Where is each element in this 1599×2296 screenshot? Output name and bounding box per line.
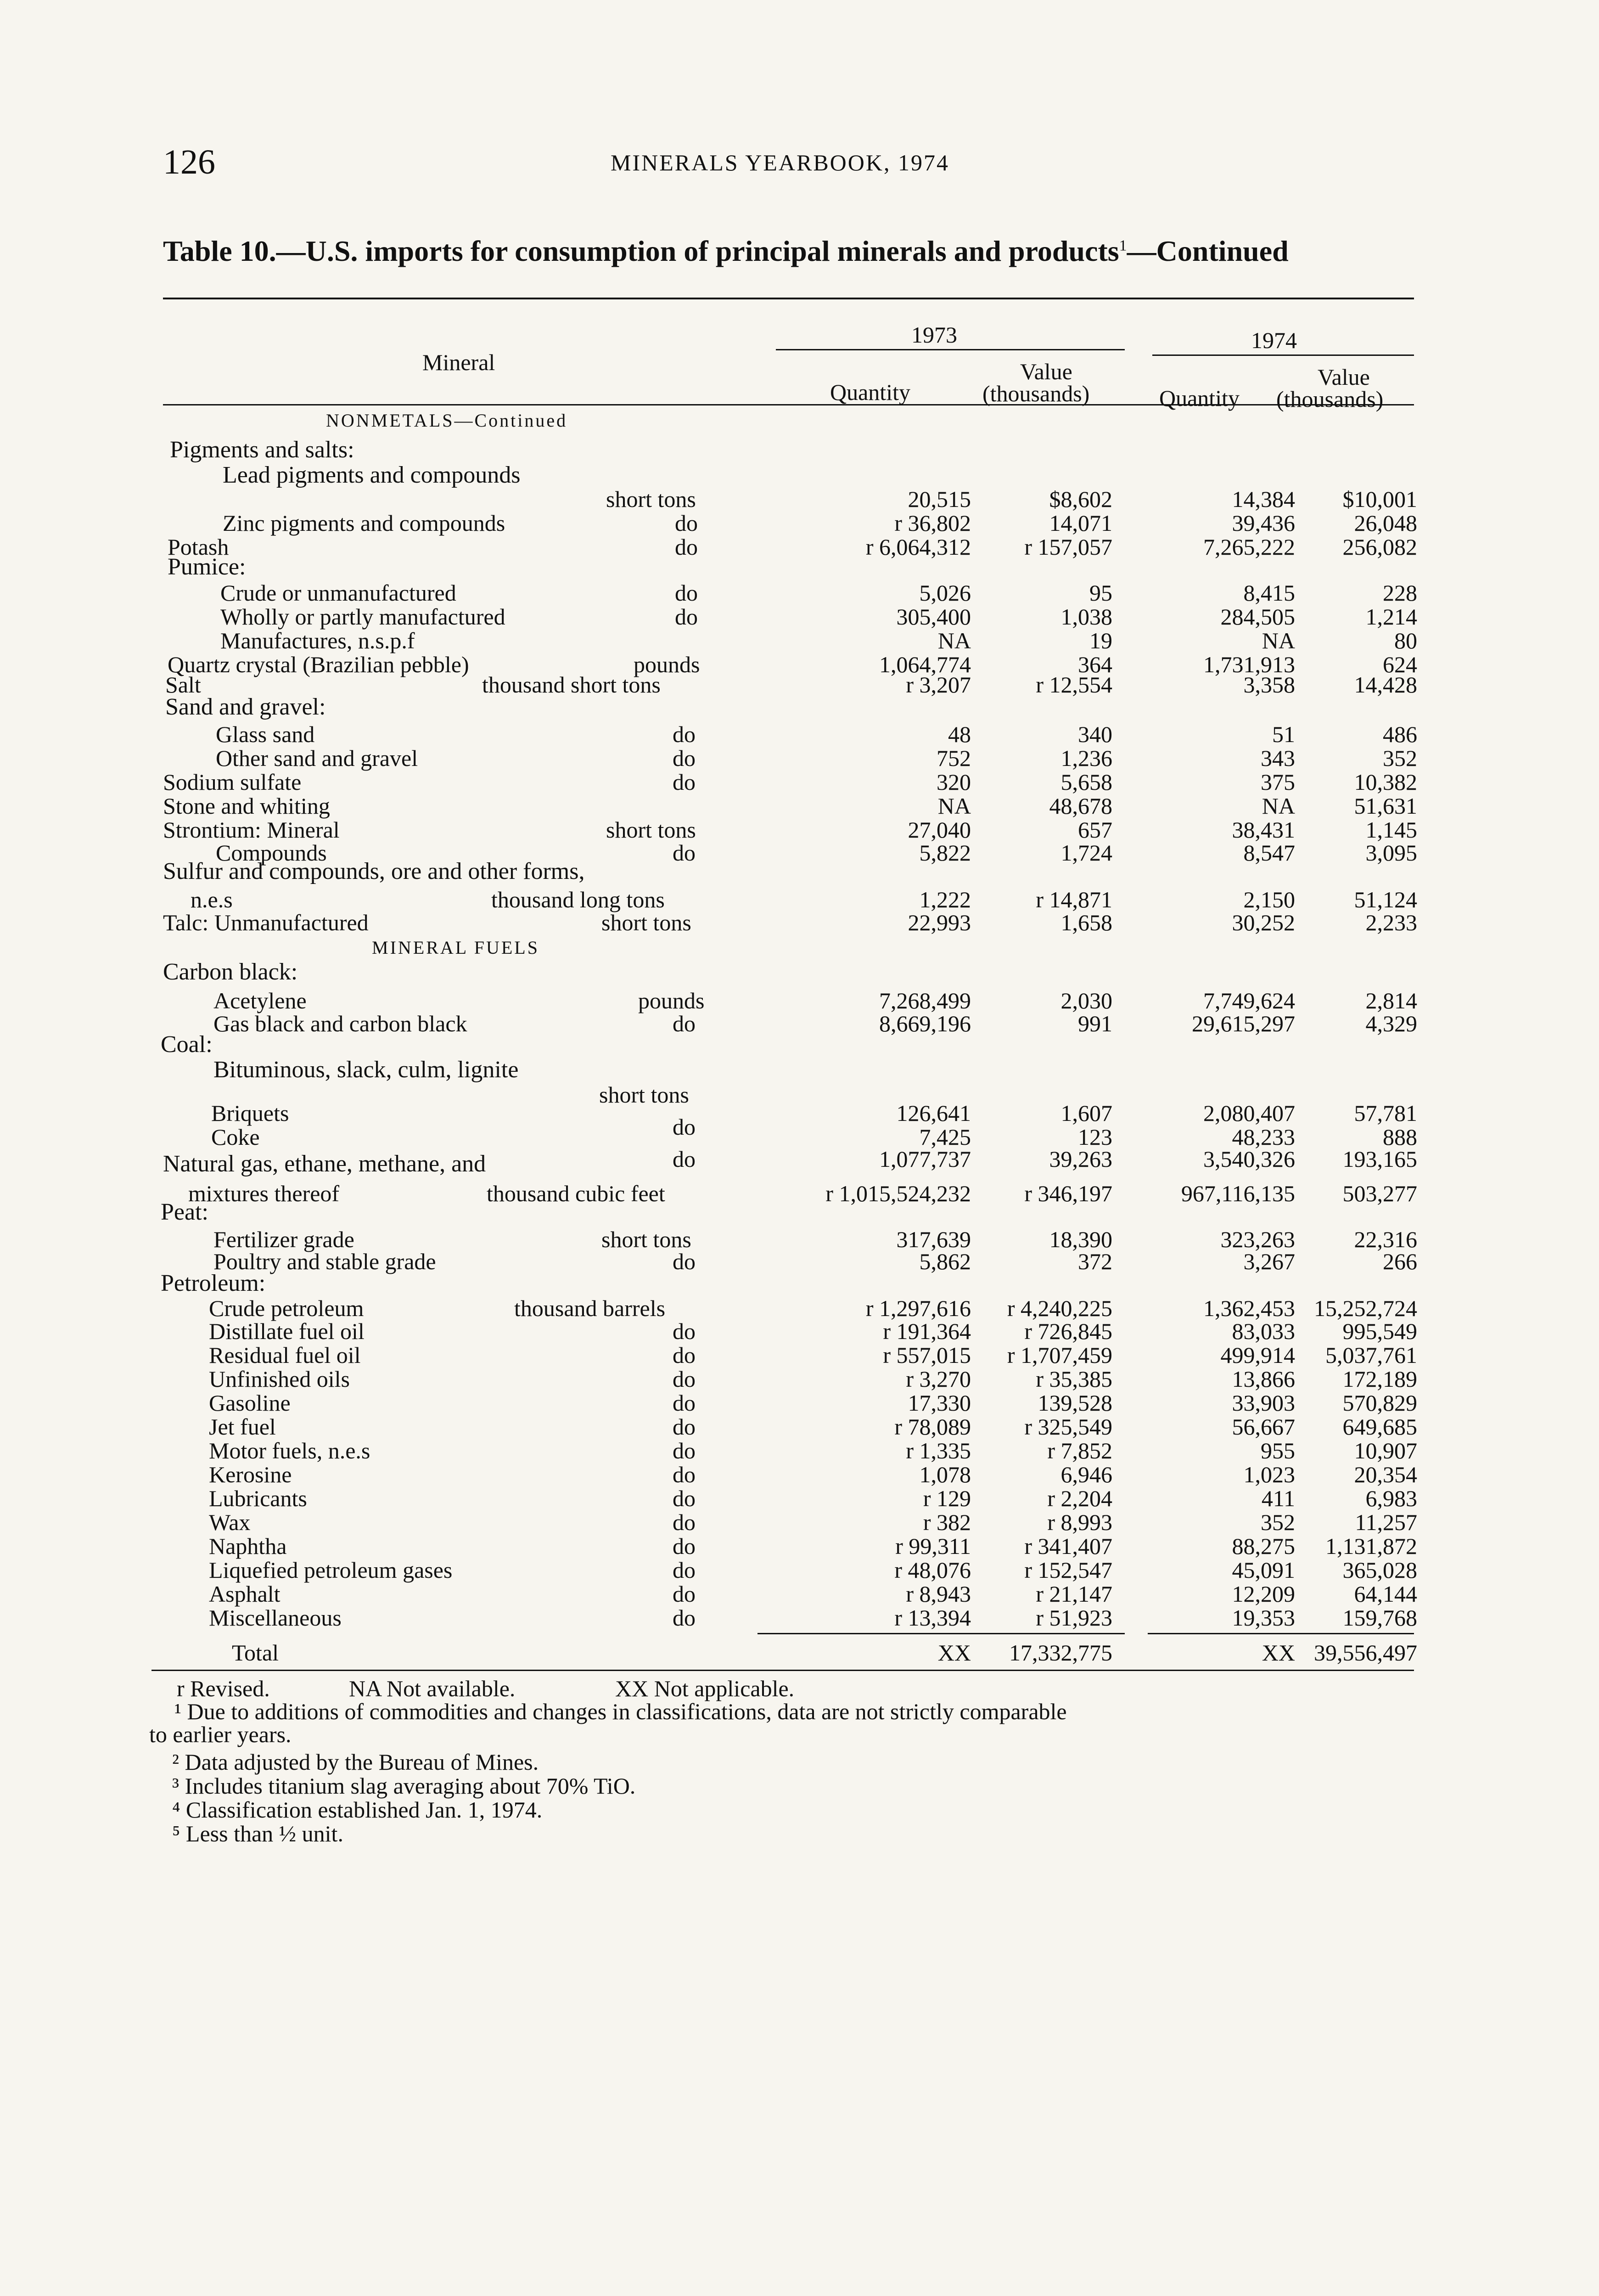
value-1973: r 8,993 xyxy=(1047,1509,1112,1535)
top-rule xyxy=(163,298,1414,299)
quantity-1973-header: Quantity xyxy=(830,379,910,405)
row-label: Compounds xyxy=(216,840,327,866)
value-1973: r 4,240,225 xyxy=(1007,1295,1112,1321)
footnote-3: ³ Includes titanium slag averaging about 70% TiO. xyxy=(172,1773,636,1799)
quantity-1974: 7,265,222 xyxy=(1203,534,1295,560)
row-unit: do xyxy=(675,580,698,606)
value-1974: 2,233 xyxy=(1365,910,1417,935)
quantity-1973: 8,669,196 xyxy=(879,1011,971,1036)
value-1974: 10,907 xyxy=(1354,1438,1417,1463)
value-1973: r 346,197 xyxy=(1024,1181,1112,1206)
row-label: Briquets xyxy=(211,1100,289,1126)
row-unit: short tons xyxy=(606,817,696,843)
quantity-1974: 2,150 xyxy=(1243,887,1295,912)
row-unit: thousand long tons xyxy=(491,887,665,912)
quantity-1974: 30,252 xyxy=(1232,910,1295,935)
quantity-1973: 1,077,737 xyxy=(879,1146,971,1172)
row-unit: do xyxy=(673,1533,696,1559)
row-unit: do xyxy=(673,1486,696,1511)
row-label: Stone and whiting xyxy=(163,793,330,819)
category-coal: Coal: xyxy=(161,1031,213,1058)
footnote-xx: XX Not applicable. xyxy=(615,1676,795,1701)
quantity-1973: 17,330 xyxy=(908,1390,971,1416)
quantity-1974-header: Quantity xyxy=(1159,385,1240,411)
value-1973: 991 xyxy=(1078,1011,1112,1036)
row-label: Zinc pigments and compounds xyxy=(223,510,505,536)
row-unit: pounds xyxy=(634,652,700,677)
footnote-1-continued: to earlier years. xyxy=(149,1722,292,1747)
row-unit: do xyxy=(673,1581,696,1607)
table-bottom-rule xyxy=(151,1670,1414,1671)
value-1974: 1,214 xyxy=(1365,604,1417,630)
row-label: Sodium sulfate xyxy=(163,769,302,795)
footnote-revised: r Revised. xyxy=(177,1676,270,1701)
quantity-1973: r 1,297,616 xyxy=(865,1295,971,1321)
row-unit: thousand short tons xyxy=(482,672,661,698)
value-1973: r 157,057 xyxy=(1024,534,1112,560)
row-label: Quartz crystal (Brazilian pebble) xyxy=(168,652,469,677)
value-1973: r 7,852 xyxy=(1047,1438,1112,1463)
category-pigments: Pigments and salts: xyxy=(170,437,354,463)
quantity-1973: 22,993 xyxy=(908,910,971,935)
value-1973: 14,071 xyxy=(1049,510,1112,536)
quantity-1973: 27,040 xyxy=(908,817,971,843)
quantity-1974: 29,615,297 xyxy=(1192,1011,1295,1036)
value-1974: 20,354 xyxy=(1354,1462,1417,1487)
row-label: Liquefied petroleum gases xyxy=(209,1557,453,1583)
row-unit: do xyxy=(673,1509,696,1535)
table-row xyxy=(0,1604,1599,1634)
value-1973: 1,607 xyxy=(1060,1100,1112,1126)
quantity-1973: 5,862 xyxy=(919,1249,971,1274)
value-1973: r 1,707,459 xyxy=(1007,1342,1112,1368)
year1974-rule xyxy=(1152,355,1414,356)
value-1974: 1,145 xyxy=(1365,817,1417,843)
row-label: mixtures thereof xyxy=(188,1181,340,1206)
quantity-1974: 352 xyxy=(1261,1509,1295,1535)
row-label: Motor fuels, n.e.s xyxy=(209,1438,370,1463)
value-1973: 2,030 xyxy=(1060,988,1112,1013)
quantity-1974: 284,505 xyxy=(1220,604,1295,630)
value-1973: 6,946 xyxy=(1060,1462,1112,1487)
table-row xyxy=(0,1248,1599,1277)
row-unit: thousand barrels xyxy=(514,1295,666,1321)
row-label: Coke xyxy=(211,1124,260,1150)
value-1973: r 2,204 xyxy=(1047,1486,1112,1511)
row-label: Kerosine xyxy=(209,1462,292,1487)
value-1974: 1,131,872 xyxy=(1325,1533,1417,1559)
quantity-1974: 3,540,326 xyxy=(1203,1146,1295,1172)
quantity-1973: r 1,335 xyxy=(906,1438,971,1463)
quantity-1973: r 3,270 xyxy=(906,1366,971,1392)
total-label: Total xyxy=(232,1640,279,1666)
row-label: Other sand and gravel xyxy=(216,745,418,771)
quantity-1974: 13,866 xyxy=(1232,1366,1295,1392)
quantity-1973: 126,641 xyxy=(896,1100,971,1126)
quantity-1974: 2,080,407 xyxy=(1203,1100,1295,1126)
row-label: Miscellaneous xyxy=(209,1605,342,1631)
row-label: n.e.s xyxy=(191,887,233,912)
quantity-1974: 83,033 xyxy=(1232,1318,1295,1344)
row-unit: do xyxy=(673,1605,696,1631)
value-1974: 5,037,761 xyxy=(1325,1342,1417,1368)
row-label: Fertilizer grade xyxy=(213,1227,354,1252)
value-1974: 266 xyxy=(1383,1249,1417,1274)
section-mineral-fuels: MINERAL FUELS xyxy=(372,937,539,958)
category-lead-pigments: Lead pigments and compounds xyxy=(223,462,521,488)
row-label: Distillate fuel oil xyxy=(209,1318,365,1344)
value-1974: 22,316 xyxy=(1354,1227,1417,1252)
quantity-1973: r 129 xyxy=(923,1486,971,1511)
value-1974: 503,277 xyxy=(1342,1181,1417,1206)
value-1974: 51,631 xyxy=(1354,793,1417,819)
value-1973: 372 xyxy=(1078,1249,1112,1274)
running-head: MINERALS YEARBOOK, 1974 xyxy=(611,150,949,175)
quantity-1974: 38,431 xyxy=(1232,817,1295,843)
table-row xyxy=(0,671,1599,701)
quantity-1973: r 382 xyxy=(923,1509,971,1535)
quantity-1973: 5,822 xyxy=(919,840,971,866)
value-1973: 1,658 xyxy=(1060,910,1112,935)
footnote-1: ¹ Due to additions of commodities and changes in classifications, data are not strictly comparable xyxy=(174,1699,1067,1724)
value-1973: r 35,385 xyxy=(1036,1366,1112,1392)
row-label: Naphtha xyxy=(209,1533,287,1559)
value-1973: 19 xyxy=(1089,628,1112,653)
row-label: Asphalt xyxy=(209,1581,281,1607)
row-unit: short tons xyxy=(606,486,696,512)
quantity-1973: r 13,394 xyxy=(894,1605,971,1631)
row-unit: do xyxy=(673,1462,696,1487)
quantity-1974: 14,384 xyxy=(1232,486,1295,512)
row-unit: do xyxy=(673,840,696,866)
table-row xyxy=(0,1010,1599,1040)
quantity-1974: 1,023 xyxy=(1243,1462,1295,1487)
quantity-1974: 1,362,453 xyxy=(1203,1295,1295,1321)
table-title-suffix: —Continued xyxy=(1127,235,1289,267)
value-1974: 11,257 xyxy=(1355,1509,1417,1535)
row-unit: do xyxy=(673,769,696,795)
total-row xyxy=(0,1639,1599,1669)
value-1974: 14,428 xyxy=(1354,672,1417,698)
quantity-1973: XX xyxy=(937,1640,971,1666)
value-1974: 228 xyxy=(1383,580,1417,606)
row-label: Wholly or partly manufactured xyxy=(220,604,505,630)
row-unit: do xyxy=(673,1146,696,1172)
quantity-1973: r 6,064,312 xyxy=(865,534,971,560)
value-1973: 17,332,775 xyxy=(1009,1640,1112,1666)
row-unit: do xyxy=(675,604,698,630)
value-1974: 51,124 xyxy=(1354,887,1417,912)
quantity-1973: 1,064,774 xyxy=(879,652,971,677)
quantity-1974: 323,263 xyxy=(1220,1227,1295,1252)
value-1973: 48,678 xyxy=(1049,793,1112,819)
footnote-5: ⁵ Less than ½ unit. xyxy=(172,1821,343,1846)
row-unit: do xyxy=(675,534,698,560)
row-label: Crude petroleum xyxy=(209,1295,364,1321)
value-1974: 649,685 xyxy=(1342,1414,1417,1440)
row-label: Wax xyxy=(209,1509,251,1535)
table-title xyxy=(163,234,1289,268)
category-petroleum: Petroleum: xyxy=(161,1270,266,1296)
quantity-1974: 1,731,913 xyxy=(1203,652,1295,677)
table-row xyxy=(0,839,1599,869)
quantity-1973: 1,078 xyxy=(919,1462,971,1487)
row-unit: do xyxy=(673,1011,696,1036)
value-1973: r 152,547 xyxy=(1024,1557,1112,1583)
row-unit: thousand cubic feet xyxy=(487,1181,665,1206)
value-1974: 3,095 xyxy=(1365,840,1417,866)
row-label: Poultry and stable grade xyxy=(213,1249,436,1274)
quantity-1974: 19,353 xyxy=(1232,1605,1295,1631)
category-sand-gravel: Sand and gravel: xyxy=(165,694,326,720)
quantity-1973: NA xyxy=(937,793,971,819)
row-unit: do xyxy=(673,1366,696,1392)
row-label: Talc: Unmanufactured xyxy=(163,910,369,935)
value-1974: 64,144 xyxy=(1354,1581,1417,1607)
quantity-1973: 48 xyxy=(948,721,971,747)
quantity-1973: NA xyxy=(937,628,971,653)
value-1973: 95 xyxy=(1089,580,1112,606)
quantity-1973: 7,425 xyxy=(919,1124,971,1150)
value-1974: 352 xyxy=(1383,745,1417,771)
value-1974: 159,768 xyxy=(1342,1605,1417,1631)
value-1974: 256,082 xyxy=(1342,534,1417,560)
value-1974: 193,165 xyxy=(1342,1146,1417,1172)
row-label: Gas black and carbon black xyxy=(213,1011,467,1036)
category-pumice: Pumice: xyxy=(168,554,246,580)
quantity-1974: 56,667 xyxy=(1232,1414,1295,1440)
value-1974: 570,829 xyxy=(1342,1390,1417,1416)
row-unit: short tons xyxy=(601,910,691,935)
quantity-1973: 7,268,499 xyxy=(879,988,971,1013)
value-1973: r 51,923 xyxy=(1036,1605,1112,1631)
row-unit: do xyxy=(673,1342,696,1368)
row-unit: do xyxy=(673,1557,696,1583)
quantity-1974: 12,209 xyxy=(1232,1581,1295,1607)
row-unit: do xyxy=(673,1414,696,1440)
value-1973: 1,236 xyxy=(1060,745,1112,771)
total-rule-1974 xyxy=(1148,1633,1414,1634)
category-carbon-black: Carbon black: xyxy=(163,959,298,985)
value-1974-header-line1: Value xyxy=(1318,364,1370,390)
row-label: Unfinished oils xyxy=(209,1366,350,1392)
value-1973: 364 xyxy=(1078,652,1112,677)
value-1973: 1,038 xyxy=(1060,604,1112,630)
row-label: Potash xyxy=(168,534,229,560)
row-unit: short tons xyxy=(599,1082,689,1108)
quantity-1973: r 1,015,524,232 xyxy=(825,1181,971,1206)
page-number: 126 xyxy=(163,143,215,181)
table-row xyxy=(0,534,1599,563)
row-unit: do xyxy=(673,745,696,771)
quantity-1974: 45,091 xyxy=(1232,1557,1295,1583)
quantity-1973: 5,026 xyxy=(919,580,971,606)
value-1973: 18,390 xyxy=(1049,1227,1112,1252)
quantity-1974: XX xyxy=(1262,1640,1295,1666)
quantity-1974: 967,116,135 xyxy=(1181,1181,1295,1206)
quantity-1974: 343 xyxy=(1261,745,1295,771)
value-1974: 4,329 xyxy=(1365,1011,1417,1036)
row-unit: pounds xyxy=(638,988,705,1013)
quantity-1973: r 3,207 xyxy=(906,672,971,698)
quantity-1974: 51 xyxy=(1272,721,1295,747)
footnote-na: NA Not available. xyxy=(349,1676,516,1701)
value-1974: $10,001 xyxy=(1342,486,1417,512)
quantity-1974: 3,358 xyxy=(1243,672,1295,698)
value-1973: 340 xyxy=(1078,721,1112,747)
quantity-1974: 48,233 xyxy=(1232,1124,1295,1150)
value-1973: 1,724 xyxy=(1060,840,1112,866)
quantity-1973: 305,400 xyxy=(896,604,971,630)
row-label: Salt xyxy=(165,672,201,698)
total-rule-1973 xyxy=(757,1633,1125,1634)
value-1973: 39,263 xyxy=(1049,1146,1112,1172)
value-1973: 123 xyxy=(1078,1124,1112,1150)
row-unit: do xyxy=(675,510,698,536)
quantity-1974: 8,415 xyxy=(1243,580,1295,606)
value-1974: 2,814 xyxy=(1365,988,1417,1013)
year-1973-header: 1973 xyxy=(911,322,957,348)
row-label: Crude or unmanufactured xyxy=(220,580,456,606)
value-1974: 995,549 xyxy=(1342,1318,1417,1344)
row-label: Lubricants xyxy=(209,1486,307,1511)
quantity-1973: 320 xyxy=(937,769,971,795)
quantity-1974: 375 xyxy=(1261,769,1295,795)
quantity-1974: 39,436 xyxy=(1232,510,1295,536)
quantity-1973: r 8,943 xyxy=(906,1581,971,1607)
quantity-1974: 33,903 xyxy=(1232,1390,1295,1416)
category-sulfur: Sulfur and compounds, ore and other forms, xyxy=(163,858,585,884)
quantity-1974: 88,275 xyxy=(1232,1533,1295,1559)
quantity-1973: r 78,089 xyxy=(894,1414,971,1440)
row-unit: short tons xyxy=(601,1227,691,1252)
value-1974: 624 xyxy=(1383,652,1417,677)
quantity-1973: 317,639 xyxy=(896,1227,971,1252)
value-1973: r 12,554 xyxy=(1036,672,1112,698)
quantity-1974: 955 xyxy=(1261,1438,1295,1463)
row-unit: do xyxy=(673,1249,696,1274)
quantity-1974: 499,914 xyxy=(1220,1342,1295,1368)
value-1974: 26,048 xyxy=(1354,510,1417,536)
quantity-1974: 411 xyxy=(1261,1486,1295,1511)
value-1974: 15,252,724 xyxy=(1314,1295,1417,1321)
value-1973: r 325,549 xyxy=(1024,1414,1112,1440)
value-1974: 10,382 xyxy=(1354,769,1417,795)
quantity-1973: r 36,802 xyxy=(894,510,971,536)
row-unit: do xyxy=(673,721,696,747)
value-1974: 172,189 xyxy=(1342,1366,1417,1392)
row-unit: do xyxy=(673,1114,696,1140)
quantity-1974: 7,749,624 xyxy=(1203,988,1295,1013)
value-1974: 57,781 xyxy=(1354,1100,1417,1126)
row-label: Jet fuel xyxy=(209,1414,276,1440)
row-label: Gasoline xyxy=(209,1390,291,1416)
value-1974-header-line2: (thousands) xyxy=(1276,386,1384,412)
row-label: Strontium: Mineral xyxy=(163,817,340,843)
footnote-4: ⁴ Classification established Jan. 1, 1974. xyxy=(172,1797,543,1823)
quantity-1973: 1,222 xyxy=(919,887,971,912)
value-1973: 5,658 xyxy=(1060,769,1112,795)
quantity-1973: 752 xyxy=(937,745,971,771)
value-1973: r 14,871 xyxy=(1036,887,1112,912)
year1973-rule xyxy=(776,349,1125,350)
category-peat: Peat: xyxy=(161,1199,208,1225)
row-unit: do xyxy=(673,1318,696,1344)
quantity-1973: r 99,311 xyxy=(895,1533,971,1559)
row-label: Manufactures, n.s.p.f xyxy=(220,628,415,653)
year-1974-header: 1974 xyxy=(1251,327,1297,353)
row-unit: do xyxy=(673,1438,696,1463)
quantity-1973: r 48,076 xyxy=(894,1557,971,1583)
value-1973-header-line2: (thousands) xyxy=(982,381,1090,406)
value-1974: 39,556,497 xyxy=(1314,1640,1417,1666)
value-1973: $8,602 xyxy=(1049,486,1112,512)
category-bituminous: Bituminous, slack, culm, lignite xyxy=(213,1057,519,1083)
table-row xyxy=(0,1146,1599,1175)
quantity-1973: r 557,015 xyxy=(883,1342,971,1368)
value-1974: 6,983 xyxy=(1365,1486,1417,1511)
quantity-1974: 3,267 xyxy=(1243,1249,1295,1274)
value-1974: 80 xyxy=(1394,628,1417,653)
table-row xyxy=(0,1180,1599,1210)
quantity-1973: 20,515 xyxy=(908,486,971,512)
value-1973: r 726,845 xyxy=(1024,1318,1112,1344)
row-label: Glass sand xyxy=(216,721,315,747)
table-title-footnote-mark: 1 xyxy=(1119,237,1127,254)
value-1974: 365,028 xyxy=(1342,1557,1417,1583)
table-row xyxy=(0,909,1599,939)
table-title-text: Table 10.—U.S. imports for consumption of principal minerals and products xyxy=(163,235,1119,267)
value-1974: 888 xyxy=(1383,1124,1417,1150)
mineral-column-header: Mineral xyxy=(422,349,495,375)
quantity-1973: r 191,364 xyxy=(883,1318,971,1344)
row-unit: do xyxy=(673,1390,696,1416)
row-label: Acetylene xyxy=(213,988,307,1013)
section-nonmetals: NONMETALS—Continued xyxy=(326,410,568,431)
value-1973: r 341,407 xyxy=(1024,1533,1112,1559)
value-1973: r 21,147 xyxy=(1036,1581,1112,1607)
footnote-2: ² Data adjusted by the Bureau of Mines. xyxy=(172,1749,539,1775)
quantity-1974: NA xyxy=(1262,793,1295,819)
quantity-1974: 8,547 xyxy=(1243,840,1295,866)
value-1973: 657 xyxy=(1078,817,1112,843)
value-1974: 486 xyxy=(1383,721,1417,747)
category-natural-gas: Natural gas, ethane, methane, and xyxy=(163,1151,486,1177)
value-1973: 139,528 xyxy=(1038,1390,1112,1416)
value-1973-header-line1: Value xyxy=(1020,359,1072,384)
quantity-1974: NA xyxy=(1262,628,1295,653)
row-label: Residual fuel oil xyxy=(209,1342,361,1368)
